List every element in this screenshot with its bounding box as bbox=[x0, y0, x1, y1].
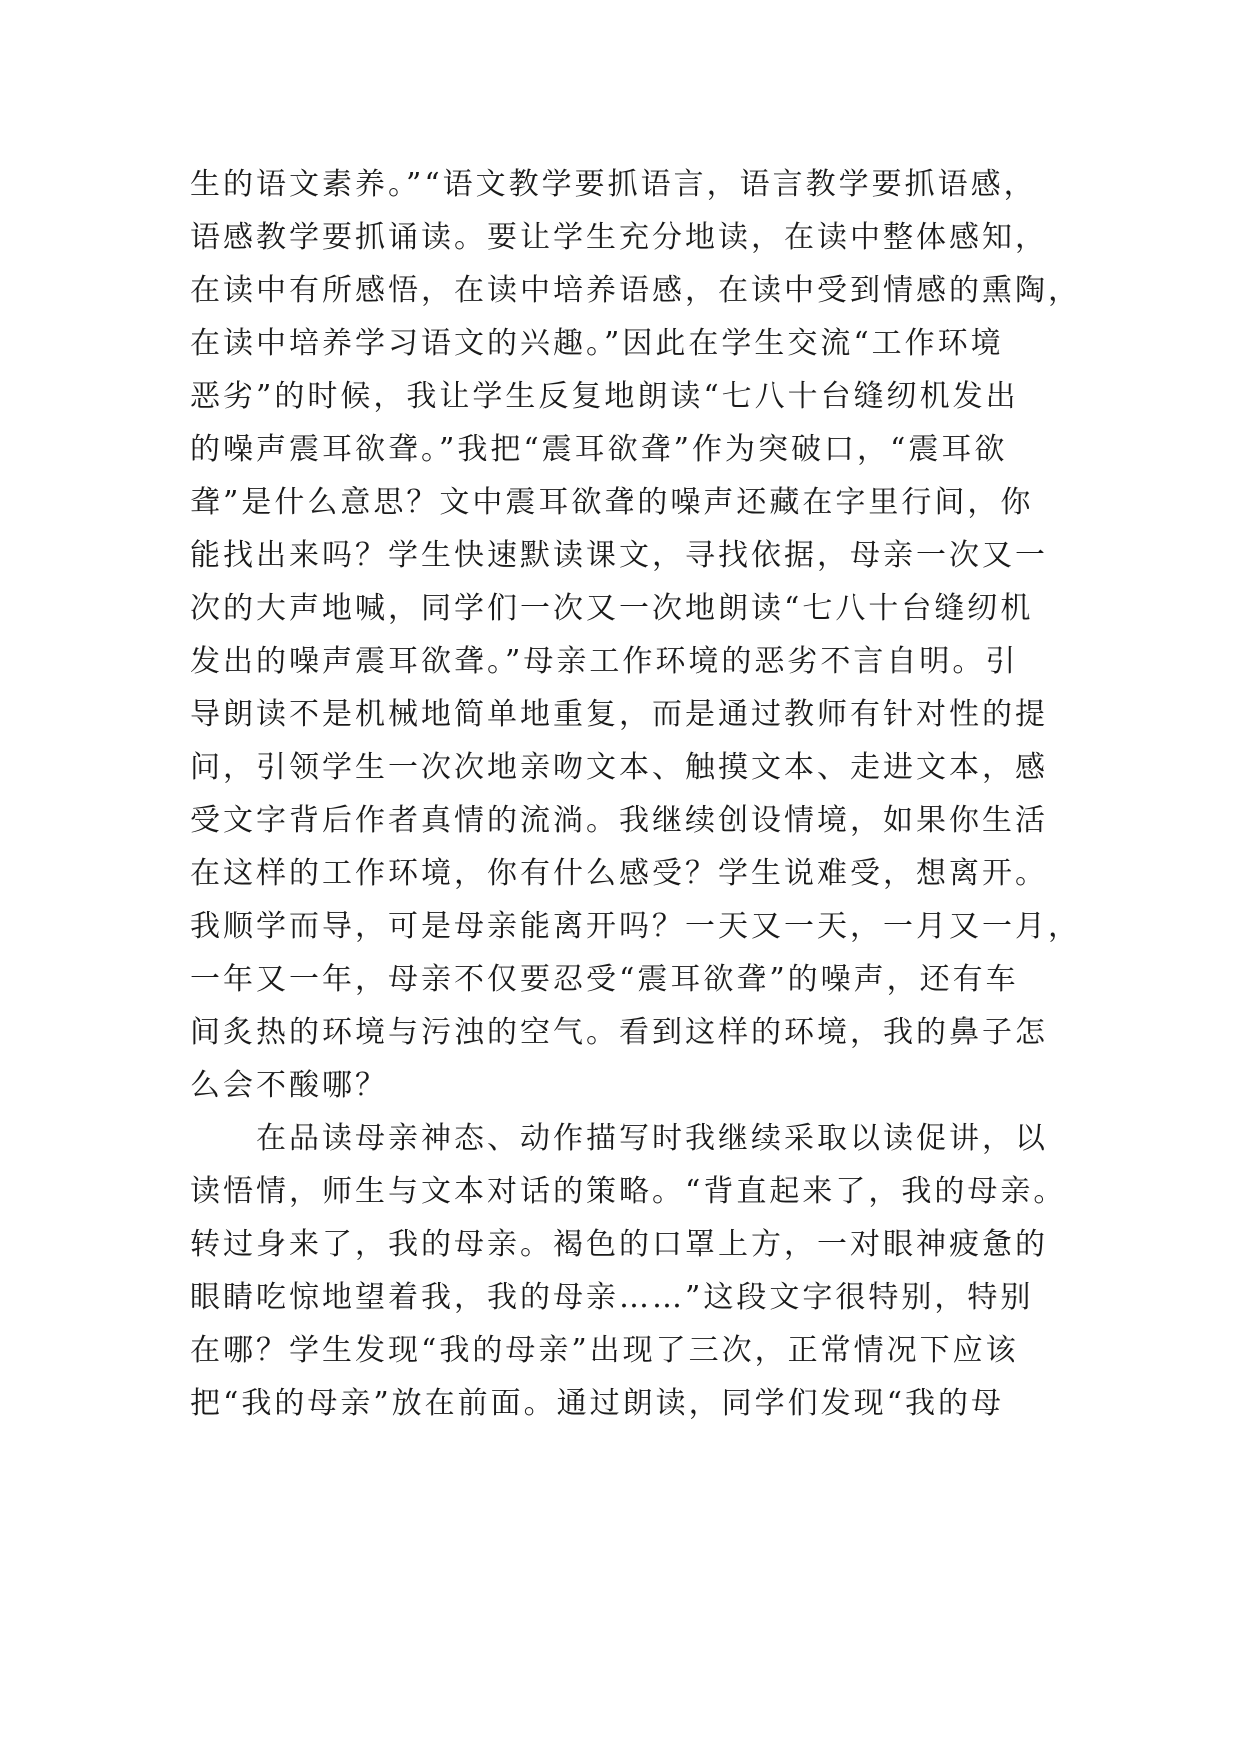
text-line: 发出的噪声震耳欲聋。”母亲工作环境的恶劣不言自明。引 bbox=[190, 644, 1019, 679]
text-line: 恶劣”的时候，我让学生反复地朗读“七八十台缝纫机发出 bbox=[190, 379, 1019, 414]
text-line: 在读中培养学习语文的兴趣。”因此在学生交流“工作环境 bbox=[190, 326, 1004, 361]
body-text bbox=[190, 158, 1081, 1430]
text-line: 导朗读不是机械地简单地重复，而是通过教师有针对性的提 bbox=[190, 697, 1048, 732]
text-line: 间炙热的环境与污浊的空气。看到这样的环境，我的鼻子怎 bbox=[190, 1015, 1048, 1050]
text-line: 读悟情，师生与文本对话的策略。“背直起来了，我的母亲。 bbox=[190, 1174, 1067, 1209]
text-line: 么会不酸哪？ bbox=[190, 1068, 388, 1103]
text-line: 问，引领学生一次次地亲吻文本、触摸文本、走进文本，感 bbox=[190, 750, 1048, 785]
text-line: 在哪？学生发现“我的母亲”出现了三次，正常情况下应该 bbox=[190, 1333, 1019, 1368]
text-line: 把“我的母亲”放在前面。通过朗读，同学们发现“我的母 bbox=[190, 1386, 1005, 1421]
text-line: 聋”是什么意思？文中震耳欲聋的噪声还藏在字里行间，你 bbox=[190, 485, 1034, 520]
text-line: 在这样的工作环境，你有什么感受？学生说难受，想离开。 bbox=[190, 856, 1048, 891]
text-line: 生的语文素养。”“语文教学要抓语言，语言教学要抓语感， bbox=[190, 167, 1037, 202]
text-line: 在读中有所感悟，在读中培养语感，在读中受到情感的熏陶， bbox=[190, 273, 1081, 308]
text-line: 语感教学要抓诵读。要让学生充分地读，在读中整体感知， bbox=[190, 220, 1048, 255]
text-line: 次的大声地喊，同学们一次又一次地朗读“七八十台缝纫机 bbox=[190, 591, 1034, 626]
text-line: 的噪声震耳欲聋。”我把“震耳欲聋”作为突破口，“震耳欲 bbox=[190, 432, 1008, 467]
text-line: 转过身来了，我的母亲。褐色的口罩上方，一对眼神疲惫的 bbox=[190, 1227, 1048, 1262]
text-line: 一年又一年，母亲不仅要忍受“震耳欲聋”的噪声，还有车 bbox=[190, 962, 1019, 997]
text-line: 我顺学而导，可是母亲能离开吗？一天又一天，一月又一月， bbox=[190, 909, 1081, 944]
text-line: 能找出来吗？学生快速默读课文，寻找依据，母亲一次又一 bbox=[190, 538, 1048, 573]
text-line: 受文字背后作者真情的流淌。我继续创设情境，如果你生活 bbox=[190, 803, 1048, 838]
text-line: 眼睛吃惊地望着我，我的母亲……”这段文字很特别，特别 bbox=[190, 1280, 1034, 1315]
paragraph-start-line: 在品读母亲神态、动作描写时我继续采取以读促讲，以 bbox=[256, 1121, 1048, 1156]
